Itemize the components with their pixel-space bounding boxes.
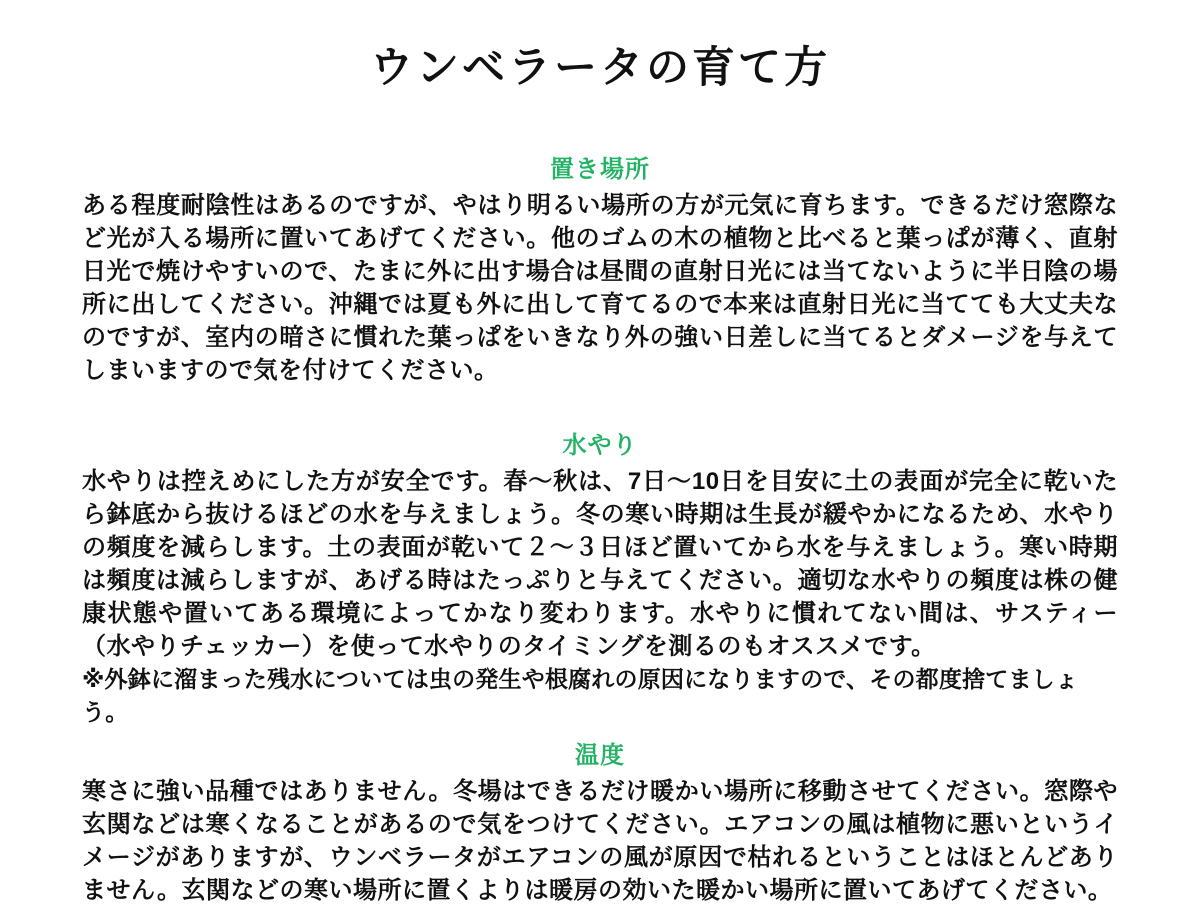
- section-heading-placement: 置き場所: [550, 156, 650, 184]
- page-title: ウンベラータの育て方: [370, 44, 830, 92]
- section-temperature: [82, 735, 1118, 907]
- section-body-watering: 水やりは控えめにした方が安全です。春〜秋は、7日〜10日を目安に土の表面が完全に乾いたら鉢底から抜けるほどの水を与えましょう。冬の寒い時期は生長が緩やかになるため、水やりの頻度を減らします。土の表面が乾いて２〜３日ほど置いてから水を与えましょう。寒い時期は頻度は減らしますが、あげる時はたっぷりと与えてください。適切な水やりの頻度は株の健康状態や置いてある環境によってかなり変わります。水やりに慣れてない間は、サスティー（水やりチェッカー）を使って水やりのタイミングを測るのもオススメです。: [82, 468, 1118, 661]
- section-note-watering: ※外鉢に溜まった残水については虫の発生や根腐れの原因になりますので、その都度捨てましょう。: [82, 666, 1079, 726]
- section-body-placement: ある程度耐陰性はあるのですが、やはり明るい場所の方が元気に育ちます。できるだけ窓際など光が入る場所に置いてあげてください。他のゴムの木の植物と比べると葉っぱが薄く、直射日光で焼けやすいので、たまに外に出す場合は昼間の直射日光には当てないように半日陰の場所に出してください。沖縄では夏も外に出して育てるので本来は直射日光に当てても大丈夫なのですが、室内の暗さに慣れた葉っぱをいきなり外の強い日差しに当てるとダメージを与えてしまいますので気を付けてください。: [82, 192, 1118, 385]
- document-content: [82, 149, 1118, 907]
- section-body-temperature: 寒さに強い品種ではありません。冬場はできるだけ暖かい場所に移動させてください。窓際や玄関などは寒くなることがあるので気をつけてください。エアコンの風は植物に悪いというイメージがありますが、ウンベラータがエアコンの風が原因で枯れるということはほとんどありません。玄関などの寒い場所に置くよりは暖房の効いた暖かい場所に置いてあげてください。: [82, 778, 1118, 905]
- section-watering: [82, 425, 1118, 729]
- section-placement: [82, 149, 1118, 387]
- section-heading-watering: 水やり: [562, 432, 638, 460]
- section-heading-temperature: 温度: [575, 742, 625, 770]
